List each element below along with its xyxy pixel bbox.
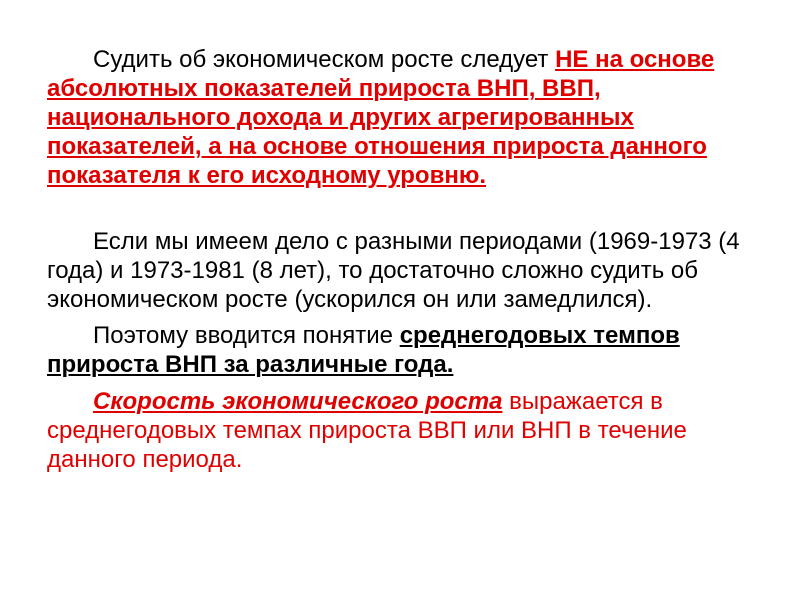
paragraph-text: Судить об экономическом росте следует (93, 46, 556, 73)
paragraph-growth-assessment (47, 45, 740, 190)
paragraph-average-rates (47, 321, 740, 379)
paragraph-periods (47, 227, 740, 314)
paragraph-growth-speed (47, 387, 740, 474)
emphasis-relative-growth: НЕ на основе абсолютных показателей прироста ВНП, ВВП, национального дохода и других агрегированных показателей, а на основе отношения прироста данного показателя к его исходному уровню. (47, 46, 715, 189)
paragraph-text: Поэтому вводится понятие (93, 322, 400, 349)
emphasis-average-rates: среднегодовых темпов прироста ВНП за различные года. (47, 322, 680, 378)
emphasis-growth-speed: Скорость экономического роста (93, 388, 503, 415)
paragraph-text: Если мы имеем дело с разными периодами (1969-1973 (4 года) и 1973-1981 (8 лет), то достаточно сложно судить об экономическом росте (ускорился он или замедлился). (47, 228, 740, 313)
paragraph-text: выражается в среднегодовых темпах прироста ВВП или ВНП в течение данного периода. (47, 388, 687, 473)
